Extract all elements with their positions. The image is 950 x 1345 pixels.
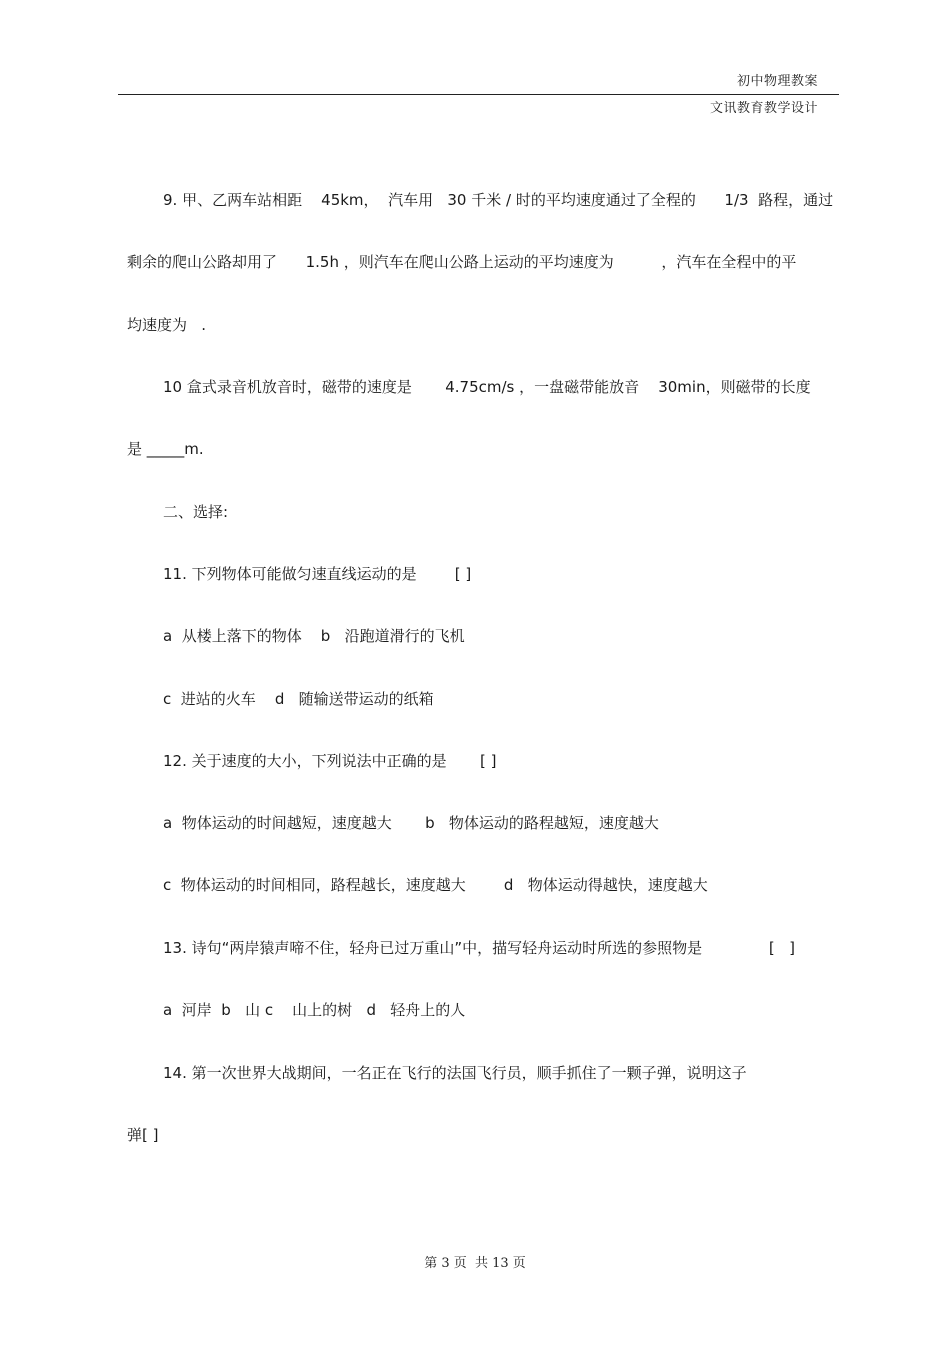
question-9-line-1: 9. 甲、乙两车站相距 45km， 汽车用 30 千米 / 时的平均速度通过了全程的 1/3 路程，通过 — [163, 191, 834, 209]
question-9-line-3: 均速度为 . — [127, 316, 207, 334]
question-11-options-cd: c 进站的火车 d 随输送带运动的纸箱 — [163, 690, 434, 708]
question-13-stem: 13. 诗句“两岸猿声啼不住，轻舟已过万重山”中，描写轻舟运动时所选的参照物是 [ ] — [163, 939, 795, 957]
header-title: 初中物理教案 — [736, 74, 818, 89]
question-10-line-1: 10 盒式录音机放音时，磁带的速度是 4.75cm/s ，一盘磁带能放音 30min，则磁带的长度 — [163, 378, 811, 396]
header-subtitle: 文讯教育教学设计 — [709, 101, 818, 116]
question-11-options-ab: a 从楼上落下的物体 b 沿跑道滑行的飞机 — [163, 627, 465, 645]
question-14-stem-line-2: 弹[ ] — [127, 1126, 159, 1144]
question-13-options: a 河岸 b 山 c 山上的树 d 轻舟上的人 — [163, 1001, 466, 1019]
question-12-options-cd: c 物体运动的时间相同，路程越长，速度越大 d 物体运动得越快，速度越大 — [163, 876, 708, 894]
page-number: 第 3 页 共 13 页 — [424, 1256, 526, 1271]
question-12-stem: 12. 关于速度的大小，下列说法中正确的是 [ ] — [163, 752, 497, 770]
question-11-stem: 11. 下列物体可能做匀速直线运动的是 [ ] — [163, 565, 472, 583]
question-10-line-2: 是 _____m. — [127, 440, 204, 458]
question-9-line-2: 剩余的爬山公路却用了 1.5h ，则汽车在爬山公路上运动的平均速度为 ，汽车在全程中的平 — [127, 253, 797, 271]
header-divider — [118, 94, 839, 95]
question-14-stem-line-1: 14. 第一次世界大战期间，一名正在飞行的法国飞行员，顺手抓住了一颗子弹，说明这子 — [163, 1064, 747, 1082]
question-12-options-ab: a 物体运动的时间越短，速度越大 b 物体运动的路程越短，速度越大 — [163, 814, 659, 832]
section-heading: 二、选择: — [163, 503, 229, 521]
